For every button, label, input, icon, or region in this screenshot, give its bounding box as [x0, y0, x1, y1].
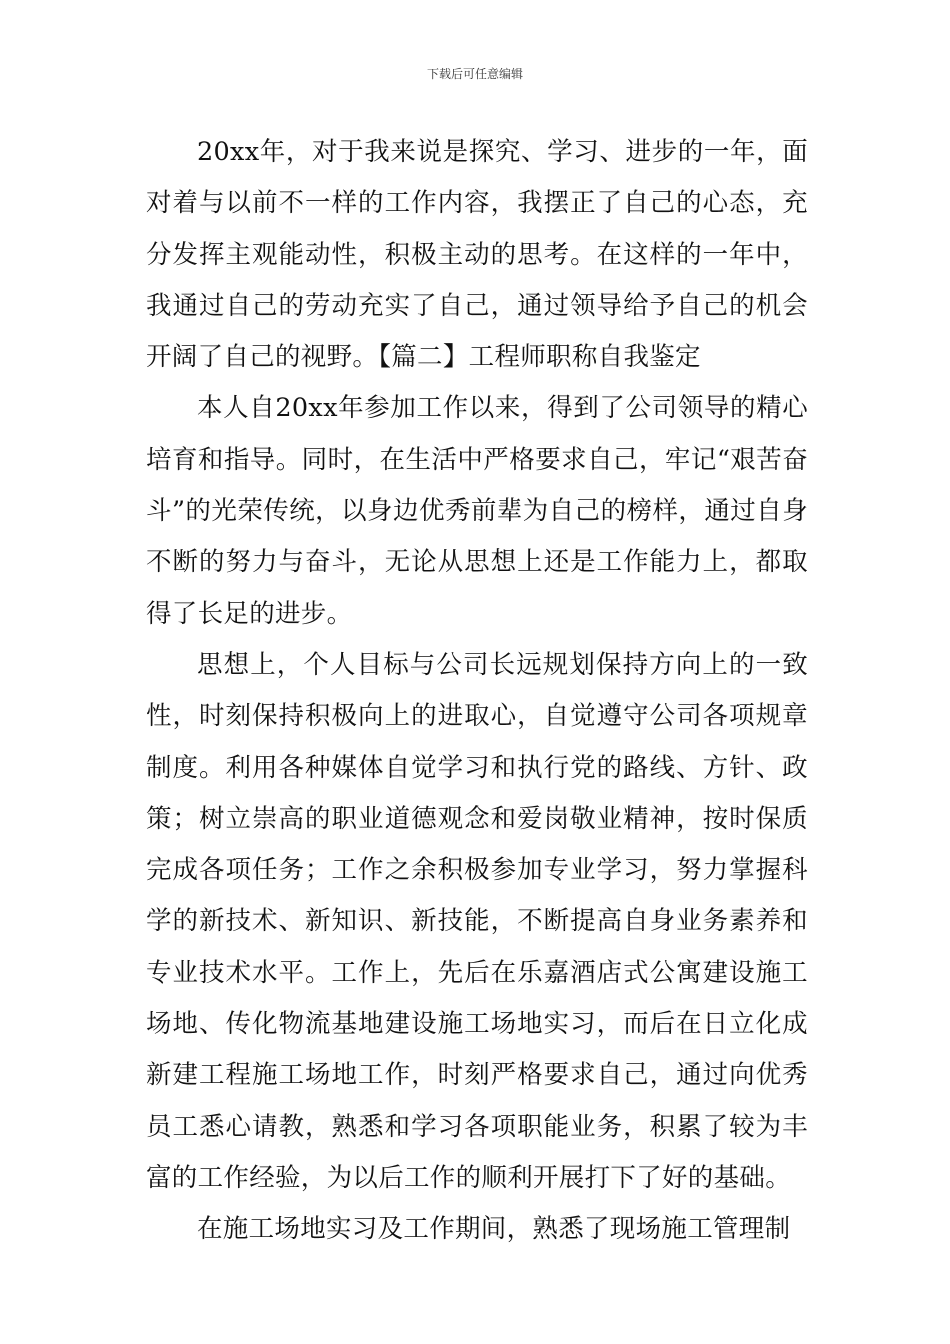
paragraph-2: 本人自20xx年参加工作以来，得到了公司领导的精心培育和指导。同时，在生活中严格要求自己，牢记“艰苦奋斗”的光荣传统，以身边优秀前辈为自己的榜样，通过自身不断的努力与奋斗，无论从思想上还是工作能力上，都取得了长足的进步。 [146, 393, 808, 629]
document-body [146, 127, 808, 1256]
paragraph-4: 在施工场地实习及工作期间，熟悉了现场施工管理制 [197, 1214, 791, 1245]
paragraph-3: 思想上，个人目标与公司长远规划保持方向上的一致性，时刻保持积极向上的进取心，自觉遵守公司各项规章制度。利用各种媒体自觉学习和执行党的路线、方针、政策；树立崇高的职业道德观念和爱岗敬业精神，按时保质完成各项任务；工作之余积极参加专业学习，努力掌握科学的新技术、新知识、新技能，不断提高自身业务素养和专业技术水平。工作上，先后在乐嘉酒店式公寓建设施工场地、传化物流基地建设施工场地实习，而后在日立化成新建工程施工场地工作，时刻严格要求自己，通过向优秀员工悉心请教，熟悉和学习各项职能业务，积累了较为丰富的工作经验，为以后工作的顺利开展打下了好的基础。 [146, 649, 808, 1193]
page-header-note: 下载后可任意编辑 [426, 67, 523, 81]
paragraph-1: 20xx年，对于我来说是探究、学习、进步的一年，面对着与以前不一样的工作内容，我摆正了自己的心态，充分发挥主观能动性，积极主动的思考。在这样的一年中，我通过自己的劳动充实了自己，通过领导给予自己的机会开阔了自己的视野。【篇二】工程师职称自我鉴定 [146, 137, 808, 373]
